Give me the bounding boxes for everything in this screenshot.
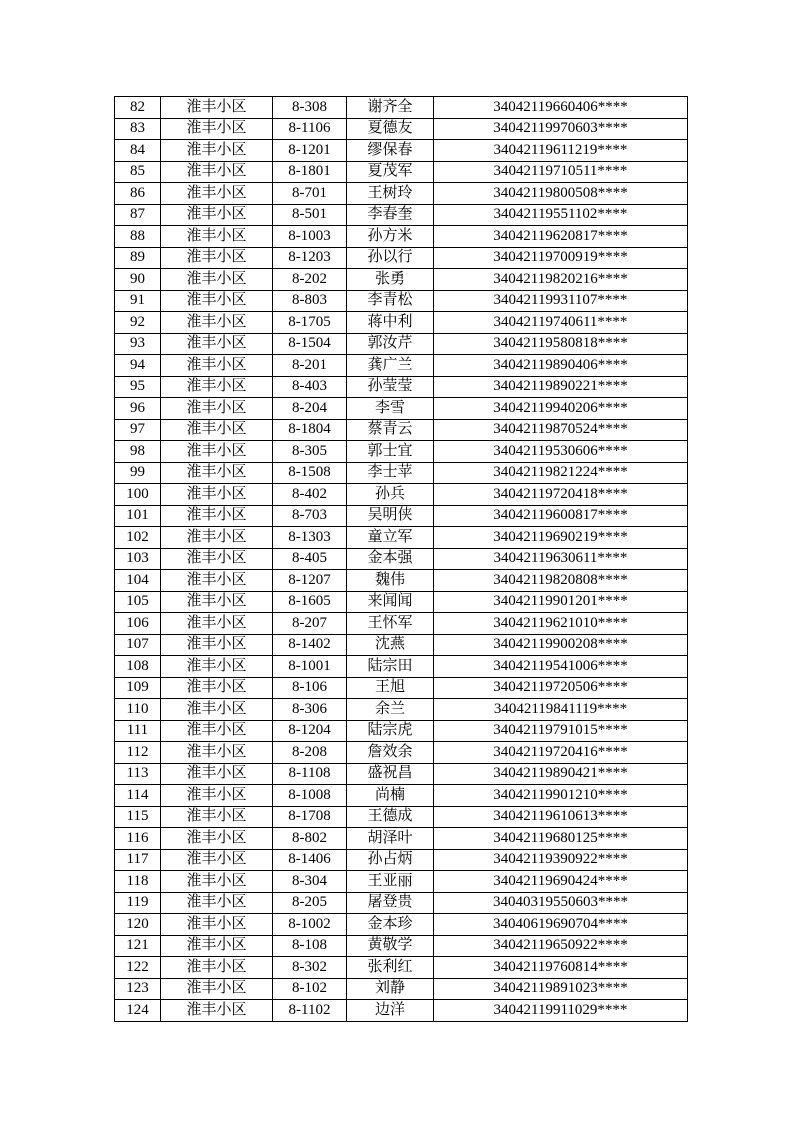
name-cell: 张勇 xyxy=(347,269,434,291)
community-cell: 淮丰小区 xyxy=(161,806,273,828)
community-cell: 淮丰小区 xyxy=(161,548,273,570)
name-cell: 郭士宜 xyxy=(347,441,434,463)
table-row xyxy=(115,204,688,226)
unit-cell: 8-1201 xyxy=(273,140,347,162)
name-cell: 谢齐全 xyxy=(347,97,434,119)
unit-cell: 8-403 xyxy=(273,376,347,398)
id-number-cell: 34042119760814**** xyxy=(434,957,688,979)
name-cell: 王树玲 xyxy=(347,183,434,205)
row-number-cell: 112 xyxy=(115,742,161,764)
row-number-cell: 113 xyxy=(115,763,161,785)
name-cell: 李士苹 xyxy=(347,462,434,484)
community-cell: 淮丰小区 xyxy=(161,914,273,936)
community-cell: 淮丰小区 xyxy=(161,720,273,742)
community-cell: 淮丰小区 xyxy=(161,441,273,463)
table-row xyxy=(115,634,688,656)
name-cell: 李雪 xyxy=(347,398,434,420)
id-number-cell: 34042119621010**** xyxy=(434,613,688,635)
row-number-cell: 95 xyxy=(115,376,161,398)
table-row xyxy=(115,828,688,850)
table-row xyxy=(115,527,688,549)
community-cell: 淮丰小区 xyxy=(161,677,273,699)
unit-cell: 8-304 xyxy=(273,871,347,893)
unit-cell: 8-1106 xyxy=(273,118,347,140)
unit-cell: 8-201 xyxy=(273,355,347,377)
table-row xyxy=(115,376,688,398)
unit-cell: 8-202 xyxy=(273,269,347,291)
row-number-cell: 84 xyxy=(115,140,161,162)
table-row xyxy=(115,484,688,506)
table-row xyxy=(115,699,688,721)
name-cell: 孙兵 xyxy=(347,484,434,506)
row-number-cell: 87 xyxy=(115,204,161,226)
unit-cell: 8-1002 xyxy=(273,914,347,936)
name-cell: 黄敬学 xyxy=(347,935,434,957)
row-number-cell: 82 xyxy=(115,97,161,119)
name-cell: 詹效余 xyxy=(347,742,434,764)
unit-cell: 8-308 xyxy=(273,97,347,119)
id-number-cell: 34042119720506**** xyxy=(434,677,688,699)
id-number-cell: 34042119620817**** xyxy=(434,226,688,248)
community-cell: 淮丰小区 xyxy=(161,1000,273,1022)
row-number-cell: 120 xyxy=(115,914,161,936)
unit-cell: 8-803 xyxy=(273,290,347,312)
unit-cell: 8-1504 xyxy=(273,333,347,355)
name-cell: 吴明侠 xyxy=(347,505,434,527)
community-cell: 淮丰小区 xyxy=(161,591,273,613)
community-cell: 淮丰小区 xyxy=(161,763,273,785)
name-cell: 陆宗虎 xyxy=(347,720,434,742)
unit-cell: 8-802 xyxy=(273,828,347,850)
community-cell: 淮丰小区 xyxy=(161,935,273,957)
table-row xyxy=(115,935,688,957)
table-row xyxy=(115,978,688,1000)
table-row xyxy=(115,806,688,828)
community-cell: 淮丰小区 xyxy=(161,785,273,807)
id-number-cell: 34042119720416**** xyxy=(434,742,688,764)
row-number-cell: 107 xyxy=(115,634,161,656)
id-number-cell: 34042119870524**** xyxy=(434,419,688,441)
community-cell: 淮丰小区 xyxy=(161,97,273,119)
table-row xyxy=(115,355,688,377)
id-number-cell: 34042119800508**** xyxy=(434,183,688,205)
unit-cell: 8-1108 xyxy=(273,763,347,785)
unit-cell: 8-1203 xyxy=(273,247,347,269)
table-row xyxy=(115,720,688,742)
row-number-cell: 96 xyxy=(115,398,161,420)
name-cell: 夏茂军 xyxy=(347,161,434,183)
table-row xyxy=(115,957,688,979)
id-number-cell: 34042119900208**** xyxy=(434,634,688,656)
row-number-cell: 86 xyxy=(115,183,161,205)
id-number-cell: 34042119891023**** xyxy=(434,978,688,1000)
table-row xyxy=(115,269,688,291)
id-number-cell: 34042119890421**** xyxy=(434,763,688,785)
name-cell: 金本强 xyxy=(347,548,434,570)
row-number-cell: 105 xyxy=(115,591,161,613)
id-number-cell: 34042119820216**** xyxy=(434,269,688,291)
unit-cell: 8-1207 xyxy=(273,570,347,592)
id-number-cell: 34042119390922**** xyxy=(434,849,688,871)
residents-table-body xyxy=(115,97,688,1022)
name-cell: 陆宗田 xyxy=(347,656,434,678)
unit-cell: 8-1204 xyxy=(273,720,347,742)
name-cell: 刘静 xyxy=(347,978,434,1000)
unit-cell: 8-106 xyxy=(273,677,347,699)
community-cell: 淮丰小区 xyxy=(161,290,273,312)
table-row xyxy=(115,183,688,205)
row-number-cell: 88 xyxy=(115,226,161,248)
row-number-cell: 97 xyxy=(115,419,161,441)
table-row xyxy=(115,570,688,592)
community-cell: 淮丰小区 xyxy=(161,613,273,635)
unit-cell: 8-305 xyxy=(273,441,347,463)
unit-cell: 8-1402 xyxy=(273,634,347,656)
table-row xyxy=(115,591,688,613)
name-cell: 孙方米 xyxy=(347,226,434,248)
name-cell: 童立军 xyxy=(347,527,434,549)
row-number-cell: 101 xyxy=(115,505,161,527)
id-number-cell: 34042119820808**** xyxy=(434,570,688,592)
community-cell: 淮丰小区 xyxy=(161,333,273,355)
id-number-cell: 34042119551102**** xyxy=(434,204,688,226)
row-number-cell: 90 xyxy=(115,269,161,291)
row-number-cell: 121 xyxy=(115,935,161,957)
table-row xyxy=(115,505,688,527)
name-cell: 李春奎 xyxy=(347,204,434,226)
id-number-cell: 34042119890221**** xyxy=(434,376,688,398)
community-cell: 淮丰小区 xyxy=(161,484,273,506)
id-number-cell: 34042119940206**** xyxy=(434,398,688,420)
community-cell: 淮丰小区 xyxy=(161,355,273,377)
id-number-cell: 34042119611219**** xyxy=(434,140,688,162)
id-number-cell: 34042119720418**** xyxy=(434,484,688,506)
id-number-cell: 34040619690704**** xyxy=(434,914,688,936)
row-number-cell: 94 xyxy=(115,355,161,377)
community-cell: 淮丰小区 xyxy=(161,161,273,183)
community-cell: 淮丰小区 xyxy=(161,656,273,678)
id-number-cell: 34042119530606**** xyxy=(434,441,688,463)
name-cell: 蔡青云 xyxy=(347,419,434,441)
unit-cell: 8-102 xyxy=(273,978,347,1000)
unit-cell: 8-1008 xyxy=(273,785,347,807)
community-cell: 淮丰小区 xyxy=(161,828,273,850)
table-row xyxy=(115,118,688,140)
name-cell: 尚楠 xyxy=(347,785,434,807)
id-number-cell: 34042119791015**** xyxy=(434,720,688,742)
id-number-cell: 34042119650922**** xyxy=(434,935,688,957)
id-number-cell: 34042119821224**** xyxy=(434,462,688,484)
name-cell: 张利红 xyxy=(347,957,434,979)
community-cell: 淮丰小区 xyxy=(161,505,273,527)
row-number-cell: 117 xyxy=(115,849,161,871)
row-number-cell: 91 xyxy=(115,290,161,312)
table-row xyxy=(115,548,688,570)
row-number-cell: 93 xyxy=(115,333,161,355)
community-cell: 淮丰小区 xyxy=(161,978,273,1000)
community-cell: 淮丰小区 xyxy=(161,140,273,162)
community-cell: 淮丰小区 xyxy=(161,462,273,484)
name-cell: 孙以行 xyxy=(347,247,434,269)
unit-cell: 8-306 xyxy=(273,699,347,721)
row-number-cell: 108 xyxy=(115,656,161,678)
row-number-cell: 85 xyxy=(115,161,161,183)
id-number-cell: 34042119541006**** xyxy=(434,656,688,678)
table-row xyxy=(115,247,688,269)
unit-cell: 8-1406 xyxy=(273,849,347,871)
table-row xyxy=(115,763,688,785)
name-cell: 胡泽叶 xyxy=(347,828,434,850)
row-number-cell: 102 xyxy=(115,527,161,549)
unit-cell: 8-1705 xyxy=(273,312,347,334)
table-row xyxy=(115,871,688,893)
id-number-cell: 34042119901201**** xyxy=(434,591,688,613)
table-row xyxy=(115,1000,688,1022)
table-row xyxy=(115,312,688,334)
table-row xyxy=(115,656,688,678)
community-cell: 淮丰小区 xyxy=(161,871,273,893)
table-row xyxy=(115,226,688,248)
id-number-cell: 34040319550603**** xyxy=(434,892,688,914)
row-number-cell: 123 xyxy=(115,978,161,1000)
community-cell: 淮丰小区 xyxy=(161,570,273,592)
row-number-cell: 115 xyxy=(115,806,161,828)
row-number-cell: 119 xyxy=(115,892,161,914)
community-cell: 淮丰小区 xyxy=(161,376,273,398)
name-cell: 屠登贵 xyxy=(347,892,434,914)
row-number-cell: 111 xyxy=(115,720,161,742)
community-cell: 淮丰小区 xyxy=(161,269,273,291)
name-cell: 王亚丽 xyxy=(347,871,434,893)
id-number-cell: 34042119911029**** xyxy=(434,1000,688,1022)
row-number-cell: 104 xyxy=(115,570,161,592)
unit-cell: 8-1508 xyxy=(273,462,347,484)
name-cell: 魏伟 xyxy=(347,570,434,592)
community-cell: 淮丰小区 xyxy=(161,892,273,914)
table-row xyxy=(115,892,688,914)
name-cell: 来闻闻 xyxy=(347,591,434,613)
row-number-cell: 110 xyxy=(115,699,161,721)
id-number-cell: 34042119740611**** xyxy=(434,312,688,334)
table-row xyxy=(115,333,688,355)
community-cell: 淮丰小区 xyxy=(161,419,273,441)
row-number-cell: 114 xyxy=(115,785,161,807)
table-row xyxy=(115,742,688,764)
unit-cell: 8-108 xyxy=(273,935,347,957)
table-row xyxy=(115,419,688,441)
name-cell: 李青松 xyxy=(347,290,434,312)
row-number-cell: 103 xyxy=(115,548,161,570)
table-row xyxy=(115,441,688,463)
id-number-cell: 34042119931107**** xyxy=(434,290,688,312)
id-number-cell: 34042119690424**** xyxy=(434,871,688,893)
unit-cell: 8-204 xyxy=(273,398,347,420)
id-number-cell: 34042119970603**** xyxy=(434,118,688,140)
row-number-cell: 106 xyxy=(115,613,161,635)
residents-table xyxy=(114,96,688,1022)
community-cell: 淮丰小区 xyxy=(161,183,273,205)
community-cell: 淮丰小区 xyxy=(161,849,273,871)
unit-cell: 8-1804 xyxy=(273,419,347,441)
id-number-cell: 34042119610613**** xyxy=(434,806,688,828)
table-row xyxy=(115,290,688,312)
name-cell: 夏德友 xyxy=(347,118,434,140)
table-row xyxy=(115,398,688,420)
id-number-cell: 34042119901210**** xyxy=(434,785,688,807)
community-cell: 淮丰小区 xyxy=(161,118,273,140)
name-cell: 边洋 xyxy=(347,1000,434,1022)
table-row xyxy=(115,161,688,183)
unit-cell: 8-501 xyxy=(273,204,347,226)
name-cell: 沈燕 xyxy=(347,634,434,656)
table-row xyxy=(115,462,688,484)
community-cell: 淮丰小区 xyxy=(161,247,273,269)
row-number-cell: 89 xyxy=(115,247,161,269)
table-row xyxy=(115,849,688,871)
id-number-cell: 34042119890406**** xyxy=(434,355,688,377)
name-cell: 蒋中利 xyxy=(347,312,434,334)
name-cell: 余兰 xyxy=(347,699,434,721)
unit-cell: 8-208 xyxy=(273,742,347,764)
name-cell: 缪保春 xyxy=(347,140,434,162)
row-number-cell: 92 xyxy=(115,312,161,334)
row-number-cell: 83 xyxy=(115,118,161,140)
row-number-cell: 100 xyxy=(115,484,161,506)
name-cell: 王德成 xyxy=(347,806,434,828)
name-cell: 郭汝芹 xyxy=(347,333,434,355)
id-number-cell: 34042119841119**** xyxy=(434,699,688,721)
community-cell: 淮丰小区 xyxy=(161,957,273,979)
table-row xyxy=(115,785,688,807)
community-cell: 淮丰小区 xyxy=(161,527,273,549)
name-cell: 龚广兰 xyxy=(347,355,434,377)
name-cell: 孙占炳 xyxy=(347,849,434,871)
unit-cell: 8-205 xyxy=(273,892,347,914)
community-cell: 淮丰小区 xyxy=(161,742,273,764)
unit-cell: 8-402 xyxy=(273,484,347,506)
row-number-cell: 118 xyxy=(115,871,161,893)
community-cell: 淮丰小区 xyxy=(161,312,273,334)
row-number-cell: 98 xyxy=(115,441,161,463)
name-cell: 王怀军 xyxy=(347,613,434,635)
unit-cell: 8-207 xyxy=(273,613,347,635)
unit-cell: 8-1102 xyxy=(273,1000,347,1022)
table-row xyxy=(115,613,688,635)
table-row xyxy=(115,140,688,162)
table-row xyxy=(115,97,688,119)
row-number-cell: 116 xyxy=(115,828,161,850)
community-cell: 淮丰小区 xyxy=(161,699,273,721)
id-number-cell: 34042119600817**** xyxy=(434,505,688,527)
id-number-cell: 34042119710511**** xyxy=(434,161,688,183)
name-cell: 盛祝昌 xyxy=(347,763,434,785)
id-number-cell: 34042119690219**** xyxy=(434,527,688,549)
row-number-cell: 124 xyxy=(115,1000,161,1022)
unit-cell: 8-1605 xyxy=(273,591,347,613)
community-cell: 淮丰小区 xyxy=(161,398,273,420)
id-number-cell: 34042119700919**** xyxy=(434,247,688,269)
unit-cell: 8-703 xyxy=(273,505,347,527)
table-row xyxy=(115,677,688,699)
unit-cell: 8-1708 xyxy=(273,806,347,828)
community-cell: 淮丰小区 xyxy=(161,204,273,226)
unit-cell: 8-302 xyxy=(273,957,347,979)
unit-cell: 8-405 xyxy=(273,548,347,570)
community-cell: 淮丰小区 xyxy=(161,634,273,656)
id-number-cell: 34042119580818**** xyxy=(434,333,688,355)
unit-cell: 8-701 xyxy=(273,183,347,205)
id-number-cell: 34042119660406**** xyxy=(434,97,688,119)
name-cell: 王旭 xyxy=(347,677,434,699)
name-cell: 金本珍 xyxy=(347,914,434,936)
community-cell: 淮丰小区 xyxy=(161,226,273,248)
id-number-cell: 34042119630611**** xyxy=(434,548,688,570)
row-number-cell: 99 xyxy=(115,462,161,484)
unit-cell: 8-1801 xyxy=(273,161,347,183)
row-number-cell: 109 xyxy=(115,677,161,699)
id-number-cell: 34042119680125**** xyxy=(434,828,688,850)
name-cell: 孙莹莹 xyxy=(347,376,434,398)
table-row xyxy=(115,914,688,936)
unit-cell: 8-1303 xyxy=(273,527,347,549)
unit-cell: 8-1003 xyxy=(273,226,347,248)
unit-cell: 8-1001 xyxy=(273,656,347,678)
row-number-cell: 122 xyxy=(115,957,161,979)
